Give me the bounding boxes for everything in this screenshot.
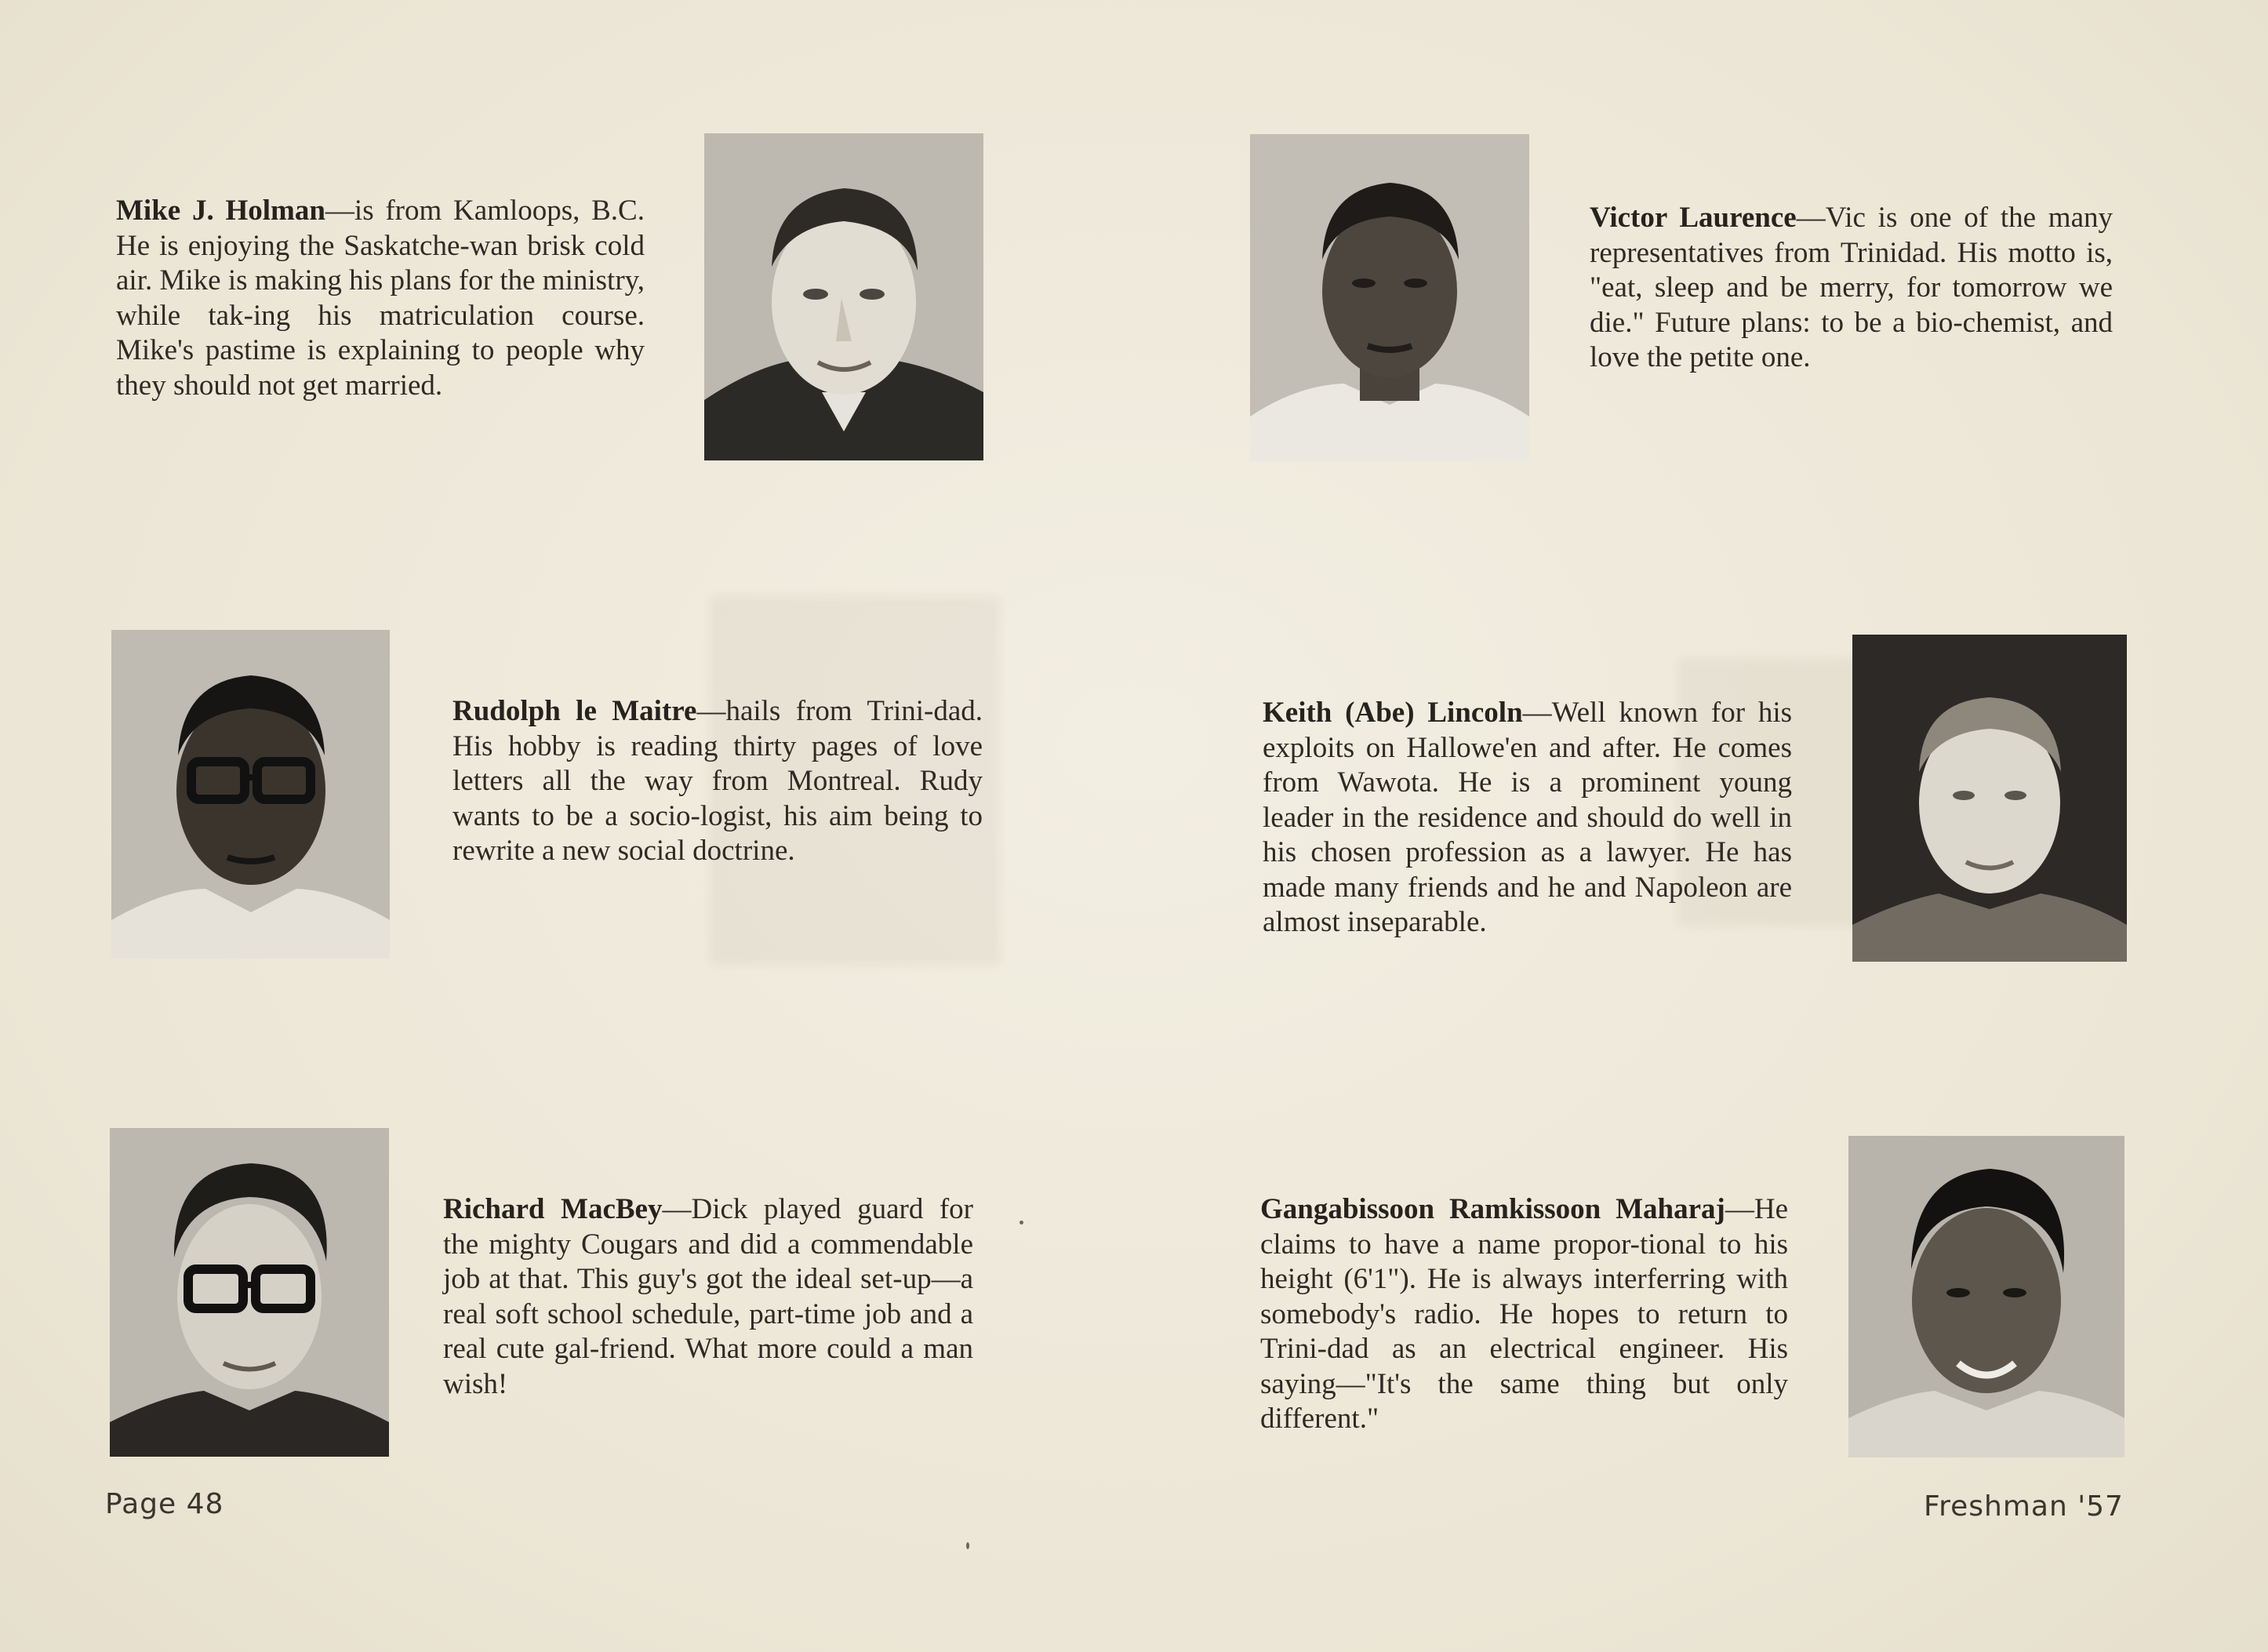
bio-name: Mike J. Holman [116, 195, 325, 227]
bio-text: —Well known for his exploits on Hallowe'en and after. He comes from Wawota. He is a prominent young leader in the residence and should do well in his chosen profession as a lawyer. He has made many friends and he and Napoleon are almost inseparable. [1263, 697, 1793, 938]
bio-gangabissoon-maharaj [1260, 1192, 1788, 1437]
portrait-gangabissoon-maharaj [1848, 1136, 2124, 1457]
bio-name: Richard MacBey [443, 1193, 663, 1225]
bio-rudolph-le-maitre [453, 694, 983, 869]
portrait-rudolph-le-maitre [111, 630, 390, 959]
paper-speck [966, 1542, 969, 1549]
publication-name: Freshman '57 [1924, 1490, 2124, 1523]
bio-keith-lincoln [1263, 696, 1792, 941]
page-number: Page 48 [105, 1488, 224, 1520]
bio-text: —hails from Trini-dad. His hobby is reading thirty pages of love letters all the way from Montreal. Rudy wants to be a socio-logist, his aim being to rewrite a new social doctrine. [453, 695, 983, 867]
bio-name: Keith (Abe) Lincoln [1263, 697, 1523, 729]
bio-name: Rudolph le Maitre [453, 695, 697, 727]
bio-victor-laurence [1590, 201, 2113, 376]
paper-speck [1020, 1221, 1023, 1224]
bio-text: —Dick played guard for the mighty Cougars and did a commendable job at that. This guy's got the ideal set-up—a real soft school schedule, part-time job and a real cute gal-friend. What more could a man wish! [443, 1193, 973, 1400]
bio-text: —He claims to have a name propor-tional to his height (6'1"). He is always interferring with somebody's radio. He hopes to return to Trini-dad as an electrical engineer. His saying—"It's the same thing but only different." [1260, 1193, 1788, 1435]
bio-mike-holman [116, 194, 645, 403]
bio-name: Victor Laurence [1590, 202, 1797, 234]
bio-richard-macbey [443, 1192, 973, 1402]
bio-text: —Vic is one of the many representatives from Trinidad. His motto is, "eat, sleep and be merry, for tomorrow we die." Future plans: to be a bio-chemist, and love the petite one. [1590, 202, 2113, 373]
bio-name: Gangabissoon Ramkissoon Maharaj [1260, 1193, 1725, 1225]
portrait-richard-macbey [110, 1128, 389, 1457]
portrait-mike-holman [704, 133, 983, 460]
bio-text: —is from Kamloops, B.C. He is enjoying the Saskatche-wan brisk cold air. Mike is making his plans for the ministry, while tak-ing his matriculation course. Mike's pastime is explaining to people why they should not get married. [116, 195, 645, 402]
portrait-victor-laurence [1250, 134, 1529, 461]
portrait-keith-lincoln [1852, 635, 2127, 962]
